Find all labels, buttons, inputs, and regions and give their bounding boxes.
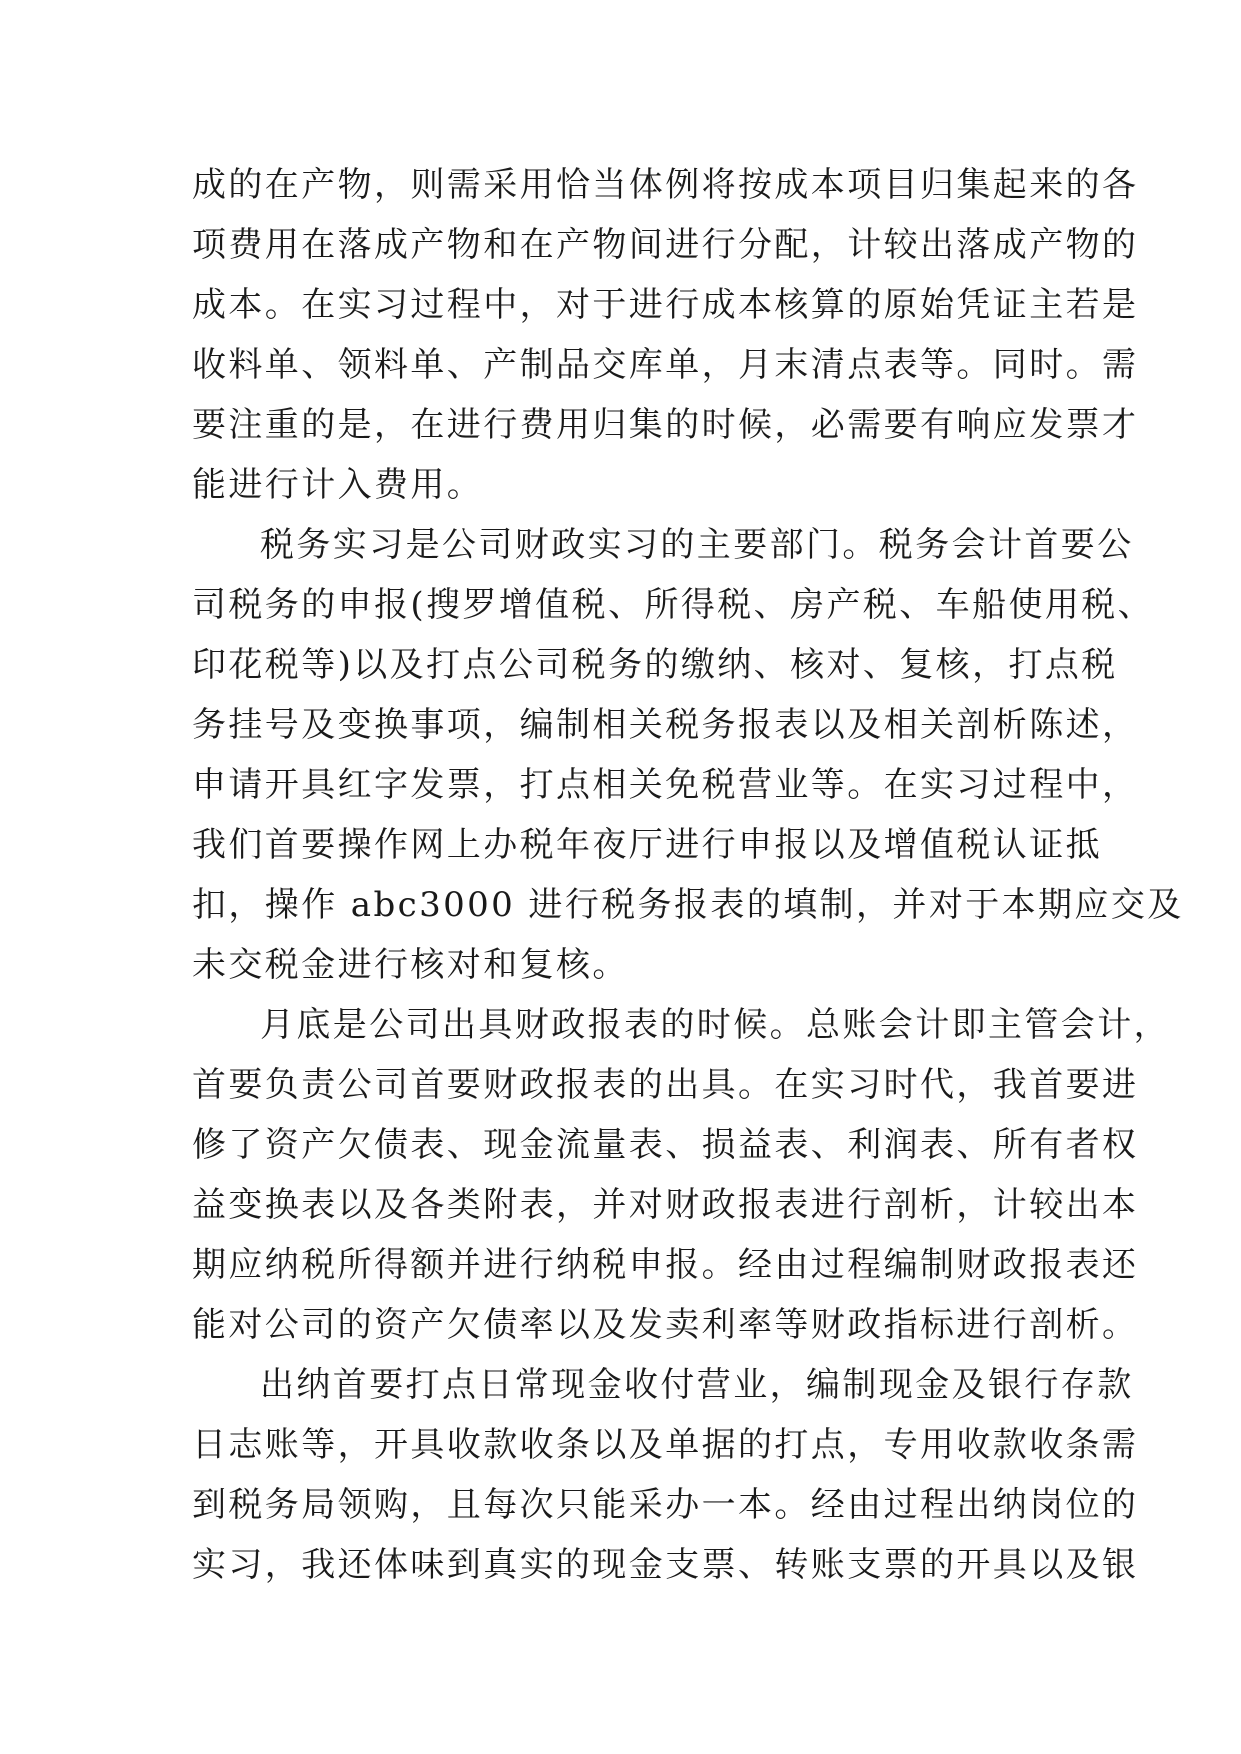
- paragraph-first-line: 出纳首要打点日常现金收付营业，编制现金及银行存款: [260, 1365, 1134, 1405]
- paragraph-first-line: 税务实习是公司财政实习的主要部门。税务会计首要公: [260, 525, 1134, 565]
- text-line: 能进行计入费用。: [192, 465, 484, 505]
- text-line: 司税务的申报(搜罗增值税、所得税、房产税、车船使用税、: [192, 585, 1155, 625]
- text-line: 我们首要操作网上办税年夜厅进行申报以及增值税认证抵: [192, 825, 1102, 865]
- text-line: 益变换表以及各类附表，并对财政报表进行剖析，计较出本: [192, 1185, 1139, 1225]
- text-line: 收料单、领料单、产制品交库单，月末清点表等。同时。需: [192, 345, 1139, 385]
- document-body: [192, 155, 1184, 1595]
- paragraph-first-line: 月底是公司出具财政报表的时候。总账会计即主管会计，: [260, 1005, 1170, 1045]
- text-line: 能对公司的资产欠债率以及发卖利率等财政指标进行剖析。: [192, 1305, 1139, 1345]
- text-line: 成本。在实习过程中，对于进行成本核算的原始凭证主若是: [192, 285, 1139, 325]
- text-line: 修了资产欠债表、现金流量表、损益表、利润表、所有者权: [192, 1125, 1139, 1165]
- text-line: 印花税等)以及打点公司税务的缴纳、核对、复核，打点税: [192, 645, 1118, 685]
- text-line: 首要负责公司首要财政报表的出具。在实习时代，我首要进: [192, 1065, 1139, 1105]
- text-line: 务挂号及变换事项，编制相关税务报表以及相关剖析陈述，: [192, 705, 1139, 745]
- text-line: 期应纳税所得额并进行纳税申报。经由过程编制财政报表还: [192, 1245, 1139, 1285]
- text-line: 成的在产物，则需采用恰当体例将按成本项目归集起来的各: [192, 165, 1139, 205]
- text-line: 要注重的是，在进行费用归集的时候，必需要有响应发票才: [192, 405, 1139, 445]
- text-line: 实习，我还体味到真实的现金支票、转账支票的开具以及银: [192, 1545, 1139, 1585]
- text-line: 扣，操作 abc3000 进行税务报表的填制，并对于本期应交及: [192, 885, 1184, 925]
- text-line: 未交税金进行核对和复核。: [192, 945, 629, 985]
- text-line: 项费用在落成产物和在产物间进行分配，计较出落成产物的: [192, 225, 1139, 265]
- text-line: 到税务局领购，且每次只能采办一本。经由过程出纳岗位的: [192, 1485, 1139, 1525]
- text-line: 申请开具红字发票，打点相关免税营业等。在实习过程中，: [192, 765, 1139, 805]
- text-line: 日志账等，开具收款收条以及单据的打点，专用收款收条需: [192, 1425, 1139, 1465]
